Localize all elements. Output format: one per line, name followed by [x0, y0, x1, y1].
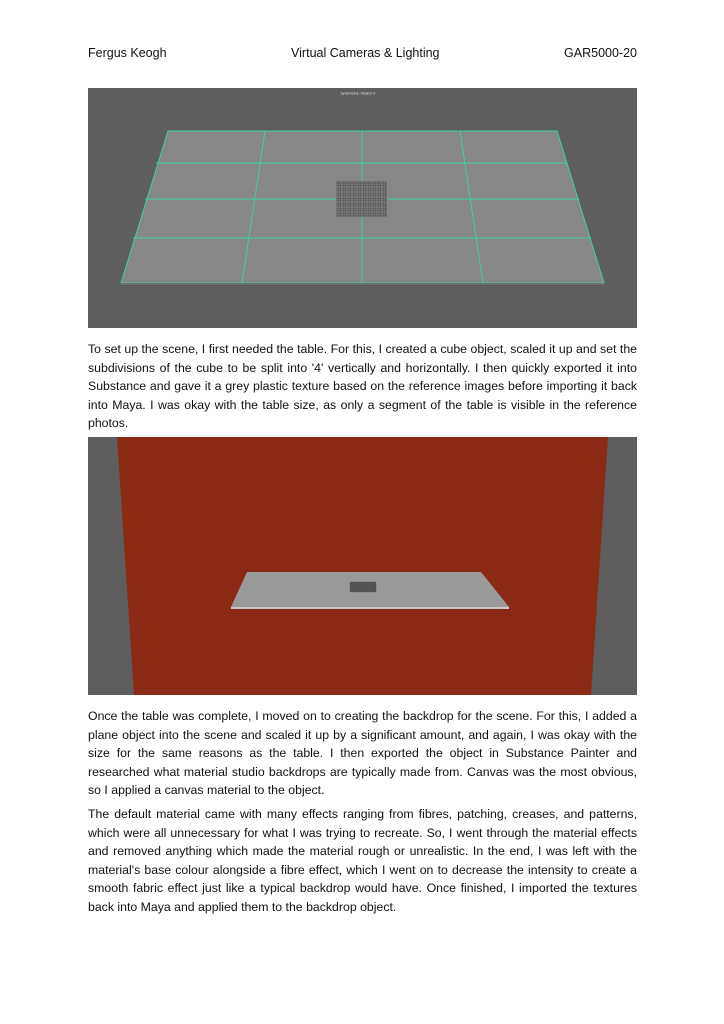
page-header	[88, 44, 637, 62]
table-model-edge	[231, 607, 509, 609]
backdrop-viewport	[88, 437, 637, 695]
table-viewport	[88, 88, 637, 328]
paragraph-backdrop-creation: Once the table was complete, I moved on to creating the backdrop for the scene. For this, I added a plane object into the scene and scaled it up by a significant amount, and again, I was okay with the size for the same reasons as the table. I then exported the object in Substance Painter and researched what material studio backdrops are typically made from. Canvas was the most obvious, so I applied a canvas material to the object.	[88, 709, 637, 797]
header-code: GAR5000-20	[564, 46, 637, 60]
table-wireframe-screenshot	[88, 88, 637, 328]
header-title: Virtual Cameras & Lighting	[291, 46, 440, 60]
canvas-backdrop-plane	[117, 437, 608, 695]
dense-mesh-patch	[336, 181, 387, 217]
viewport-overlay-label: Symmetry: Object X	[340, 91, 376, 96]
table-front-edge	[121, 283, 604, 285]
backdrop-screenshot	[88, 437, 637, 695]
header-author: Fergus Keogh	[88, 46, 167, 60]
table-mesh-patch	[350, 582, 376, 592]
paragraph-table-setup: To set up the scene, I first needed the table. For this, I created a cube object, scaled it up and set the subdivisions of the cube to be split into '4' vertically and horizontally. I then quickly exported it into Substance and gave it a grey plastic texture based on the reference images before importing it back into Maya. I was okay with the table size, as only a segment of the table is visible in the reference photos.	[88, 342, 637, 430]
paragraph-material-editing: The default material came with many effects ranging from fibres, patching, creases, and patterns, which were all unnecessary for what I was trying to recreate. So, I went through the material effects and removed anything which made the material rough or unrealistic. In the end, I was left with the material's base colour alongside a fibre effect, which I went on to decrease the intensity to create a smooth fabric effect just like a typical backdrop would have. Once finished, I imported the textures back into Maya and applied them to the backdrop object.	[88, 807, 637, 914]
